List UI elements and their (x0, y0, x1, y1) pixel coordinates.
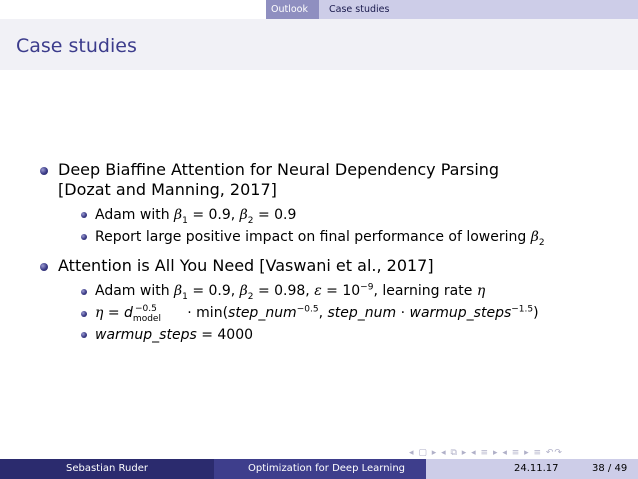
sub-bullet-icon (81, 234, 87, 240)
footer-author-cell (0, 459, 214, 479)
item-2-title: Attention is All You Need [Vaswani et al., 2017] (58, 256, 434, 275)
footer-author: Sebastian Ruder (66, 463, 148, 474)
footer-title-cell (214, 459, 426, 479)
footer-date-cell (426, 459, 638, 479)
footer-page-number: 38 / 49 (592, 463, 628, 474)
item-1-title: Deep Biaffine Attention for Neural Dependency Parsing (58, 160, 500, 179)
sub-bullet-icon (81, 289, 87, 295)
sub-bullet-icon (81, 332, 87, 338)
item-1-sub-1: Adam with $\beta_1 = 0.9$, $\beta_2 = 0.9$ (95, 207, 297, 226)
item-2-sub-2: $\eta = d_{model}^{-0.5}$ · min(step_num$^{-0.5}$, step_num · warmup_steps$^{-1.5}$) (95, 304, 539, 324)
frame-title: Case studies (16, 35, 137, 57)
item-2-sub-3: warmup_steps = 4000 (95, 327, 254, 343)
footer-talk-title: Optimization for Deep Learning (248, 463, 406, 474)
beamer-navigation-symbols[interactable]: ◂ ▢ ▸ ◂ ⧉ ▸ ◂ ≡ ▸ ◂ ≡ ▸ ≡ ↶↷ (409, 448, 563, 458)
item-1-sub-2: Report large positive impact on final performance of lowering $\beta_2$ (95, 229, 545, 248)
item-1-citation: [Dozat and Manning, 2017] (58, 180, 277, 199)
bullet-icon (40, 167, 48, 175)
footer-bar (0, 459, 638, 479)
sub-bullet-icon (81, 212, 87, 218)
bullet-icon (40, 263, 48, 271)
sub-bullet-icon (81, 311, 87, 317)
footer-date: 24.11.17 (514, 463, 559, 474)
nav-section-outlook[interactable]: Outlook (271, 4, 308, 15)
nav-section-case-studies[interactable]: Case studies (329, 4, 390, 15)
item-2-sub-1: Adam with $\beta_1 = 0.9$, $\beta_2 = 0.98$, $\varepsilon = 10^{-9}$, learning rate η (95, 282, 486, 302)
